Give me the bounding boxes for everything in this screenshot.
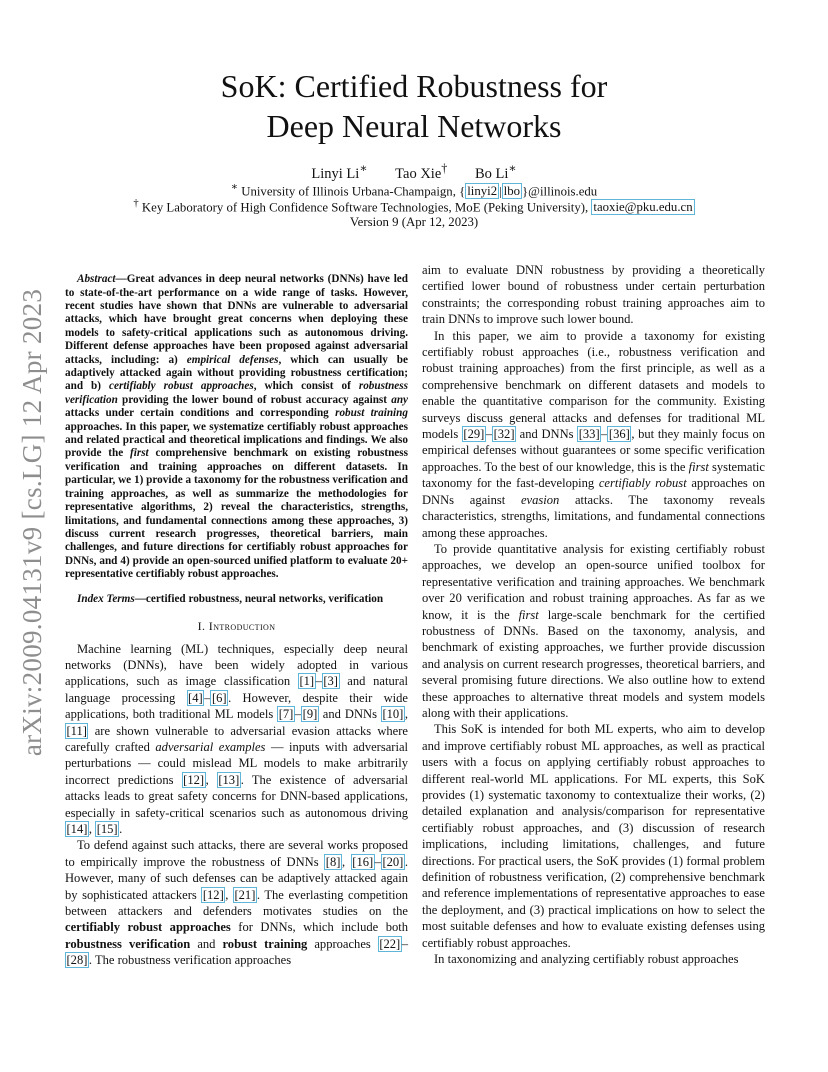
email-link-taoxie[interactable]: taoxie@pku.edu.cn: [593, 200, 693, 215]
citation-link[interactable]: [29]: [463, 427, 485, 442]
citation-link[interactable]: [10]: [382, 707, 404, 722]
title-line-2: Deep Neural Networks: [266, 108, 562, 144]
arxiv-identifier-text: arXiv:2009.04131v9 [cs.LG] 12 Apr 2023: [17, 288, 48, 757]
email-link-lbo[interactable]: lbo: [503, 184, 521, 199]
citation-link[interactable]: [12]: [183, 772, 205, 787]
version-line: Version 9 (Apr 12, 2023): [349, 215, 479, 229]
intro-paragraph-4: To provide quantitative analysis for existing certifiably robust approaches, we develop an open-source unified toolbox for representative verification and training approaches. We benchmark over 20 verification and robust training approaches. As far as we know, it is the first large-scale benchmark for the certified robustness of DNNs. Based on the taxonomy, analysis, and benchmark of existing approaches, we further provide discussion and analysis on current research progresses, theoretical barriers, and several promising future directions. We also outline how to extend these approaches to alternative threat models and system models along with their applications.: [422, 541, 765, 720]
abstract: Abstract—Great advances in deep neural networks (DNNs) have led to state-of-the-art performance on a wide range of tasks. However, recent studies have shown that DNNs are vulnerable to adversarial attacks, which have brought great concerns when deploying these models to safety-critical applications such as autonomous driving. Different defense approaches have been proposed against adversarial attacks, including: a) empirical defenses, which can usually be adaptively attacked again without providing robustness certification; and b) certifiably robust approaches, which consist of robustness verification providing the lower bound of robust accuracy against any attacks under certain conditions and corresponding robust training approaches. In this paper, we systematize certifiably robust approaches and related practical and theoretical implications and findings. We also provide the first comprehensive benchmark on existing robustness verification and training approaches on different datasets. In particular, we 1) provide a taxonomy for the robustness verification and training approaches, as well as summarize the methodologies for representative algorithms, 2) reveal the characteristics, strengths, limitations, and fundamental connections among these approaches, 3) discuss current research progresses, theoretical barriers, main challenges, and future directions for certifiably robust approaches for DNNs, and 4) provide an open-sourced unified platform to evaluate 20+ representative certifiably robust approaches.: [65, 273, 408, 581]
citation-link[interactable]: [4]: [188, 690, 203, 705]
citation-link[interactable]: [7]: [278, 707, 294, 722]
author: Tao Xie†: [395, 161, 448, 182]
citation-link[interactable]: [14]: [66, 822, 88, 836]
email-link-linyi2[interactable]: linyi2: [467, 184, 498, 199]
affiliation-uiuc: ∗ University of Illinois Urbana-Champaign, { linyi2 | lbo }@illinois.edu: [230, 182, 598, 199]
citation-link[interactable]: [9]: [302, 707, 318, 722]
citation-link[interactable]: [33]: [578, 427, 600, 442]
author: Linyi Li∗: [311, 161, 368, 182]
citation-link[interactable]: [6]: [211, 690, 227, 705]
citation-link[interactable]: [16]: [352, 854, 374, 869]
arxiv-identifier-stamp: [14, 285, 52, 760]
citation-link[interactable]: [22]: [379, 936, 401, 951]
index-terms: Index Terms—certified robustness, neural networks, verification: [77, 592, 384, 605]
citation-link[interactable]: [28]: [66, 953, 88, 968]
citation-link[interactable]: [1]: [299, 674, 315, 689]
section-heading-introduction: I. Introduction: [197, 619, 276, 634]
intro-paragraph-6: In taxonomizing and analyzing certifiably robust approaches: [434, 952, 739, 967]
citation-link[interactable]: [15]: [96, 822, 118, 836]
citation-link[interactable]: [21]: [234, 887, 256, 902]
citation-link[interactable]: [8]: [325, 854, 341, 869]
affiliation-pku: † Key Laboratory of High Confidence Software Technologies, MoE (Peking University), taoxie@pku.edu.cn: [133, 198, 693, 215]
left-column: [65, 262, 408, 969]
citation-link[interactable]: [11]: [66, 723, 87, 738]
intro-paragraph-3: In this paper, we aim to provide a taxonomy for existing certifiably robust approaches (i.e., robustness verification and robust training approaches) from the first principle, as well as a comprehensive benchmark on different datasets and models to enable the quantitative comparison for the community. Existing surveys discuss general attacks and defenses for traditional ML models [29] – [32] and DNNs [33] – [36] , but they mainly focus on empirical defenses without guarantees or some specific verification approaches. To the best of our knowledge, this is the first systematic taxonomy for the fast-developing certifiably robust approaches on DNNs against evasion attacks. The taxonomy reveals characteristics, strengths, limitations, and fundamental connections among these approaches.: [422, 328, 766, 540]
citation-link[interactable]: [20]: [382, 854, 404, 869]
citation-link[interactable]: [32]: [493, 427, 515, 442]
citation-link[interactable]: [36]: [608, 427, 630, 442]
right-column: [422, 262, 765, 967]
intro-paragraph-2-continued: aim to evaluate DNN robustness by providing a theoretically certified lower bound of robustness under certain perturbation constraints; the corresponding robust training approaches aim to train DNNs to improve such lower bound.: [422, 263, 765, 327]
paper-title: [100, 66, 728, 146]
author: Bo Li∗: [474, 161, 517, 182]
intro-paragraph-2: To defend against such attacks, there are several works proposed to empirically improve the robustness of DNNs [8] , [16] – [20] . However, many of such defenses can be adaptively attacked again by sophisticated attackers [12] , [21] . The everlasting competition between attackers and defenders motivates studies on the certifiably robust approaches for DNNs, which include both robustness verification and robust training approaches [22] –[28] . The robustness verification approaches: [65, 838, 408, 968]
citation-link[interactable]: [12]: [202, 887, 224, 902]
title-line-1: SoK: Certified Robustness for: [220, 68, 608, 104]
citation-link[interactable]: [3]: [323, 674, 338, 689]
citation-link[interactable]: [13]: [218, 772, 240, 787]
intro-paragraph-1: Machine learning (ML) techniques, especially deep neural networks (DNNs), have been widely adopted in various applications, such as image classification [1] – [3] and natural language processing [4] – [6] . However, despite their wide applications, both traditional ML models [7] – [9] and DNNs [10] , [11] are shown vulnerable to adversarial evasion attacks where carefully crafted adversarial examples — inputs with adversarial perturbations — could mislead ML models to make arbitrarily incorrect predictions [12] , [13] . The existence of adversarial attacks leads to great safety concerns for DNN-based applications, especially in safety-critical scenarios such as autonomous driving [14] , [15] .: [65, 641, 409, 836]
intro-paragraph-5: This SoK is intended for both ML experts, who aim to develop and improve certifiably robust ML approaches, as well as practical users with a focus on applying certifiably robust approaches to different real-world ML applications. For ML experts, this SoK provides (1) systematic taxonomy to contextualize their works, (2) detailed explanation and analysis/comparison for representative certifiably robust approaches, and (3) discussion of research implications, including limitations, challenges, and future directions. For practical users, the SoK provides (1) formal problem definition of robustness verification, (2) comprehensive benchmark and reference implementations of representative approaches to ease the deployment, and (3) practical implications on how to select the most suitable defenses and how to evaluate existing defenses using certifiably robust approaches.: [422, 722, 765, 950]
